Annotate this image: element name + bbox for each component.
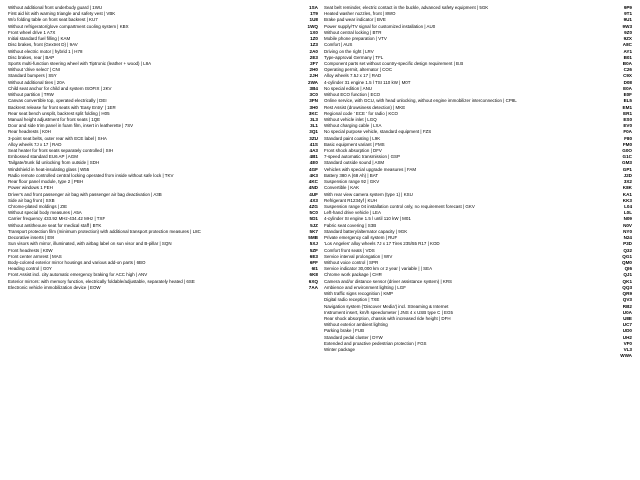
option-code: GM3 [622,160,632,166]
option-description: Door and side trim panel in foam film, insert in leatherette | 7SV [8,123,134,129]
option-code: B01 [623,54,632,60]
option-description: Camera and/or distance sensor (driver assistance system) | KRS [323,278,453,284]
option-code: 2A0 [309,48,318,54]
option-code: QI6 [624,266,632,272]
option-description: Front center armrest | MAS [8,253,62,259]
option-code: 3Q1 [309,129,318,135]
option-code: L04 [624,204,632,209]
option-code: 9T1 [624,11,632,17]
option-description: Front Assist incl. city automatic emergency braking for ACC high | ANV [8,272,148,278]
option-code: 1X0 [309,29,318,35]
option-description: Power supply/TV signal for customized installation | AU0 [323,23,436,29]
option-description: Type-approval Germany | TFL [323,54,384,60]
option-description: Without additional front underbody guard | 1WU [8,5,103,10]
option-description: Basic equipment variant | FMS [323,141,385,147]
option-code: 4UF [309,191,318,197]
option-code: 3FN [309,98,318,104]
option-description: Alloy wheels 7.5J x 17 | RAD [323,73,382,79]
option-description: Refrigerant R1234yf | KUH [323,197,377,203]
option-code: 9ZX [623,36,632,42]
left-column [8,6,322,476]
option-code: 2H0 [309,67,318,73]
option-code: D08 [623,79,632,85]
option-code: ER1 [623,110,632,116]
option-description: Heading control | G0Y [8,266,52,272]
option-code: 5XJ [309,241,318,247]
option-description: Service interval prolongation | WIV [323,253,393,259]
option-description: Fabric seat covering | S3B [323,222,377,228]
row-spacer [324,359,632,361]
option-code: K8K [622,185,632,191]
option-code: 5D1 [309,216,318,222]
option-code: 4ZG [309,204,318,209]
option-description: Child seat anchor for child and system ISOFIX | 2KV [8,85,112,91]
option-code: 2WA [308,79,318,85]
option-code: C9X [623,73,632,79]
option-code: QM0 [622,259,632,265]
option-code: RB2 [622,303,632,309]
option-description: Private emergency call system | RUF [323,235,398,241]
option-description: Battery 380 A (68 Ah) | BAT [323,172,379,178]
option-description: Sun visors with mirror, illuminated, with airbag label on sun visor and B-pillar | SQN [8,241,172,247]
option-description: Component parts set without country-specific design requirement | B.B [323,60,464,66]
option-description: Without vehicle inlet | LGQ [323,116,377,122]
option-description: Instrument insert, km/h speedometer | JNS 4 x USB type C | EG5 [323,309,453,315]
option-description: Initial standard fuel filling | KAM [8,36,71,42]
option-description: Electronic vehicle immobilization device | EOW [8,284,101,290]
option-description: Left-hand drive vehicle | LEA [323,210,381,216]
option-code: 6FF [309,259,318,265]
option-code: 41S [309,141,318,147]
option-description: With traffic signs recognition | KMP [323,291,393,297]
option-description: Without charging cable | LXA [323,123,382,129]
option-code: E0F [623,92,632,98]
option-code: 5C0 [309,210,318,216]
option-description: Standard pedal cluster | DYW [323,334,383,340]
option-description: Standard outside sound | ASM [323,160,385,166]
option-description: Windshield in heat-insulating glass | W55 [8,166,90,172]
option-code: 6I1 [311,266,318,272]
option-description: Without 'drive select' | CNI [8,67,60,73]
option-code: QG1 [622,253,632,259]
option-description: Standard paint coating | L9K [323,135,381,141]
option-code: UH2 [622,334,632,340]
option-description: Brake pad wear indicator | BVE [323,17,386,23]
option-description: Digital radio reception | TXE [323,297,380,303]
option-description: 7-speed automatic transmission | GSP [323,154,400,160]
option-code: U8E [623,315,632,321]
option-description: Navigation system ('Discover Media') incl. Streaming & Internet [323,303,449,309]
option-description: Standard bumpers | S5Y [8,73,57,79]
option-code: 4GF [309,166,318,172]
option-code: 9P9 [623,5,632,10]
option-description: Comfort front seats | VDS [323,247,375,253]
option-description: Power windows 1 FEH [8,185,53,191]
option-code: 9U1 [623,17,632,23]
option-description: Rear headrests | K0H [8,129,51,135]
option-description: Transport protection film (minimum protection) with additional transport protection measures | L8C [8,228,201,234]
option-code: 6XQ [308,278,318,284]
option-description: Sports multi-function steering wheel with Tiptronic (leather + wood) | L8A [8,60,152,66]
option-description: Canvas convertible top, operated electrically | DEI [8,98,107,104]
option-description: Backrest release for front seats with 'Easy Entry' | 1ER [8,104,116,110]
option-code: N09 [623,216,632,222]
option-description: Without additional tires | 20A [8,79,65,85]
option-description: Service indicator 30,000 km or 2 year | variable | | SEA [323,266,433,272]
option-description: Front headrests | K0W [8,247,53,253]
option-description: Without special body measures | A5A [8,210,82,216]
option-code: 1Z3 [310,42,318,48]
option-description: Mobile phone preparation | VTV [323,36,387,42]
option-code: 9Z0 [624,29,632,35]
option-description: Driving on the right | LRV [323,48,374,54]
option-code: 5K7 [309,228,318,234]
option-description: 'Los Angeles' alloy wheels 7J x 17 Tires 235/55 R17 | KOD [323,241,440,247]
option-description: Extended and proactive pedestrian protection | FGS [323,340,427,346]
option-code: UC7 [622,322,632,328]
option-code: WWA [620,353,632,359]
option-code: 1SA [309,5,318,10]
option-code: U0A [622,309,632,315]
option-description: Without ECO function | ECO [323,92,381,98]
option-description: Chrome work package | CHR [323,272,382,278]
option-description: Embossed standard EU6 AP | AGM [8,154,78,160]
option-code: P3D [623,241,632,247]
option-code: 4K3 [309,172,318,178]
option-code: J2D [623,172,632,178]
option-code: QK1 [622,278,632,284]
option-description: Regional code ' ECE ' for radio | KCO [323,110,398,116]
option-code: 1Z0 [310,36,318,42]
row-spacer [8,291,318,293]
option-description: Decorative inserts | E9I [8,235,55,241]
option-description: Convertible | KAK [323,185,360,191]
option-code: NY0 [623,228,632,234]
option-description: Chrome-plated moldings | ZIE [8,204,68,209]
option-description: Rest Assist (drowsiness detection) | MKE [323,104,406,110]
option-description: Online service, with GCU, with head unlocking, without engine immobilizer interconnection | CP8L [323,98,517,104]
option-description: Side air bag front | SXB [8,197,55,203]
option-code: N0V [623,222,632,228]
option-description: Without partition | TRW [8,92,54,98]
option-description: Vehicles with special upgrade measures | FAM [323,166,417,172]
option-description: Without electric motor | hybrid 1 | H78 [8,48,83,54]
option-code: 2E3 [309,54,318,60]
option-code: L0L [623,210,632,216]
option-description: Comfort | AUS [323,42,353,48]
option-description: Disc brakes, front (Gextret D) | 9AV [8,42,78,48]
option-description: Front shock absorption | DFV [323,148,382,154]
option-code: EM1 [622,104,632,110]
option-description: Without refrigerator/glove compartment cooling system | KBX [8,23,129,29]
option-description: Seat belt reminder, electric contact in the buckle, advanced safety equipment | 5GK [323,5,489,10]
option-description: Without central locking | BTR [323,29,382,35]
option-code: UD0 [622,328,632,334]
option-description: Rear shock absorption, chassis with increased ride height | DFH [323,315,451,321]
option-description: Body-colored exterior mirror housings and various add-on parts | 6BO [8,259,146,265]
option-code: EL5 [623,98,632,104]
option-code: 9W3 [622,23,632,29]
option-description: Operating permit, alternator | COC [323,67,393,73]
option-code: 4X3 [309,197,318,203]
option-description: First aid kit with warning triangle and safety vest | VBK [8,11,116,17]
option-description: Suspension range 04 installation control only, no requirement forecast | GKV [323,204,475,209]
option-code: 3B4 [309,85,318,91]
right-column [322,6,632,476]
option-description: Manual height adjustment for front seats | 1QE [8,116,101,122]
option-description: Winter package [323,347,355,353]
option-code: F0A [623,129,632,135]
option-code: 6E3 [309,253,318,259]
option-code: EV0 [623,123,632,129]
option-code: B0A [622,60,632,66]
option-code: 6K8 [309,272,318,278]
option-code: 4ND [308,185,318,191]
option-description: W/o folding table on front seat backrest | KU7 [8,17,98,23]
option-description: Radio remote controlled central locking operated from inside without safe lock | TKV [8,172,174,178]
option-code: ES0 [623,116,632,122]
option-description: Ambience and environment lighting | LGF [323,284,406,290]
option-description: 4-cylinder SI engine 1.5 l until 110 kW | M01 [323,216,411,222]
option-code: 3X2 [623,179,632,185]
option-code: KK3 [622,197,632,203]
option-code: 1T9 [310,11,318,17]
option-code: Q32 [623,247,632,253]
option-code: 7AA [308,284,318,290]
option-description: Standard battery/alternator capacity | 9GK [323,228,408,234]
option-code: E0A [623,85,632,91]
option-description: Suspension range 92 | GKV [323,179,380,185]
option-description: Driver's and front passenger air bag with passenger air bag deactivation | A3B [8,191,162,197]
option-code: 3ZU [309,135,318,141]
option-code: QR9 [622,291,632,297]
option-code: 5ZF [309,247,318,253]
option-code: FM0 [622,141,632,147]
option-description: Without voice control | SPR [323,259,379,265]
option-description: Exterior mirrors: with memory function, electrically foldable/adjustable, separately heated | 6SE [8,278,195,284]
option-code: 1WQ [307,23,318,29]
option-description: Heated washer nozzles, front | 8WO [323,11,396,17]
option-description: Parking brake | FUB [323,328,365,334]
option-code: A8C [622,42,632,48]
option-code: G1C [622,154,632,160]
option-code: 3L3 [310,116,318,122]
option-description: With rear view camera system (type 1) | KSU [323,191,413,197]
option-description: 3-point seat belts, outer rear with ECE label | SHA [8,135,107,141]
option-description: Seat heater for front seats separately controlled | SIH [8,148,114,154]
option-description: Rear floor panel module, type 2 | PBH [8,179,84,185]
option-code: 4E0 [309,160,318,166]
option-code: G0O [622,148,632,154]
option-code: 2F7 [310,60,318,66]
option-description: Carrier frequency 433.92 MHz-434.42 MHz | TXF [8,216,106,222]
option-code: C26 [623,67,632,73]
option-code: N24 [623,235,632,241]
option-code: 3C0 [309,92,318,98]
option-code: QJ1 [623,272,632,278]
option-description: No special edition | ANU [323,85,372,91]
option-code: 1U8 [309,17,318,23]
option-code: 3KC [308,110,318,116]
option-description: 4-cylinder 31 engine 1.5 l TSI 110 kW | M0T [323,79,411,85]
option-code: KA1 [622,191,632,197]
option-description: Without antitheoure seat for medical staff | BTK [8,222,102,228]
option-code: VF0 [623,340,632,346]
option-code: 5MB [308,235,318,241]
option-description: Rear seat bench unsplit, backrest split folding | H05 [8,110,110,116]
option-code: 4KC [308,179,318,185]
option-description: Disc brakes, rear | BAP [8,54,55,60]
option-code: 4A3 [309,148,318,154]
option-code: 3L1 [310,123,318,129]
option-code: 2JH [309,73,318,79]
option-description: No special purpose vehicle, standard equipment | FZS [323,129,432,135]
option-description: Front wheel drive 1 A7X [8,29,56,35]
option-code: QV3 [622,297,632,303]
option-code: F80 [624,135,632,141]
option-code: 4B1 [309,154,318,160]
option-description: Alloy wheels 7J x 17 | RAD [8,141,62,147]
option-code: 3H0 [309,104,318,110]
option-code: 5JZ [310,222,318,228]
option-code: GP1 [622,166,632,172]
option-description: Tailgate/trunk lid unlocking from outside | SDH [8,160,100,166]
option-code: AY1 [623,48,632,54]
option-code: QQ3 [622,284,632,290]
option-code: VL3 [623,347,632,353]
option-description: Without exterior ambient lighting [323,322,388,328]
